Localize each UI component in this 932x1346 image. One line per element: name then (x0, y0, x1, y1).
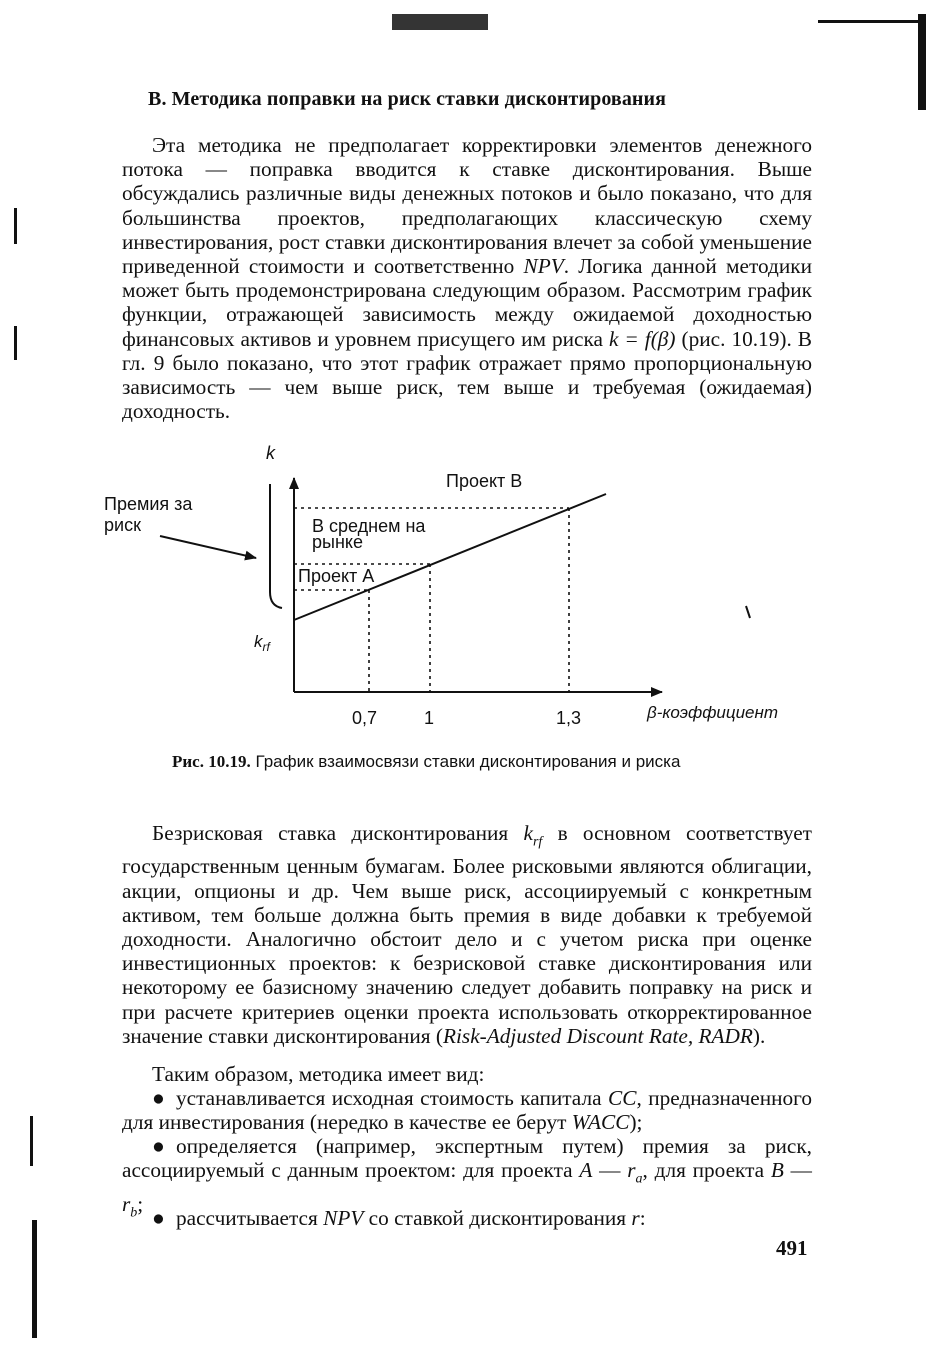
bullet1-part3: ); (629, 1110, 643, 1135)
bullet3-part2: со ставкой дисконтирования (363, 1206, 632, 1230)
bullet-item-3 (122, 1206, 812, 1230)
bullet1-part2: , предназначенного для инвестирования (нередко в качестве ее берут (122, 1086, 813, 1135)
second-part2: в основном соответствует государственным ценным бумагам. Более рисковыми являются облигации, акции, опционы и др. Чем выше риск, ассоциируемый с конкретным активом, тем больше должна быть премия в виде добавки к требуемой доходности. Аналогично обстоит дело и с учетом риска при оценке инвестиционных проектов: к безрисковой ставке дисконтирования или некоторому ее базисному значению следует добавить поправку на риск и при расчете критериев оценки проекта использовать откорректированное значение ставки дисконтирования ( (122, 821, 812, 1048)
x-tick-1-3: 1,3 (556, 708, 582, 728)
page-number: 491 (776, 1236, 808, 1260)
market-label-line1: В среднем на (312, 516, 426, 536)
bullet-dot-2: ● (152, 1134, 165, 1158)
bullet-item-1 (122, 1086, 812, 1134)
second-paragraph (122, 821, 812, 1048)
bullet3-part1: рассчитывается (176, 1206, 324, 1230)
scan-mark-left-4 (32, 1220, 37, 1338)
section-title: В. Методика поправки на риск ставки дисконтирования (148, 88, 667, 110)
bullet2-ra-sub: a (635, 1171, 643, 1187)
scan-mark-top-right (818, 20, 922, 23)
figure-caption-number: Рис. 10.19. (172, 752, 251, 771)
figure-caption-text: График взаимосвязи ставки дисконтирования и риска (255, 752, 681, 771)
bullet3-npv: NPV (323, 1206, 364, 1230)
bullet2-part3: , для проекта (642, 1158, 771, 1183)
bullet2-part4: — (783, 1158, 812, 1183)
scan-mark-top-center (392, 14, 488, 30)
x-tick-1: 1 (424, 708, 435, 728)
bullet3-r: r (631, 1206, 640, 1230)
intro-paragraph (122, 133, 812, 423)
market-label-line2: рынке (312, 532, 363, 552)
bullet1-cc: CC (608, 1086, 637, 1110)
risk-discount-chart (0, 430, 932, 740)
bullet2-part1: определяется (например, экспертным путем) премия за риск, ассоциируемый с данным проектом: для проекта (122, 1134, 812, 1183)
krf-label (254, 632, 271, 654)
scan-mark-right-edge (918, 14, 926, 110)
scan-mark-left-3 (30, 1116, 33, 1166)
intro-part2: . Логика данной методики может быть продемонстрирована следующим образом. Рассмотрим график функции, отражающей зависимость между ожидаемой доходностью финансовых активов и уровнем присущего им риска (122, 254, 812, 351)
bullet2-b: B (770, 1158, 784, 1183)
bullet1-wacc: WACC (571, 1110, 630, 1135)
krf-label-main: k (254, 632, 263, 651)
second-krf-sub: rf (532, 834, 543, 850)
scan-mark-left-1 (14, 208, 17, 244)
bullet2-ra: r (627, 1158, 636, 1183)
scan-tick-mark (746, 606, 750, 618)
bullet2-a: A (579, 1158, 593, 1183)
bullet1-part1: устанавливается исходная стоимость капитала (176, 1086, 609, 1110)
bullet3-part3: : (639, 1206, 646, 1230)
second-part3: ). (752, 1023, 766, 1048)
krf-label-sub: rf (262, 640, 270, 654)
intro-part3: (рис. 10.19). В гл. 9 было показано, что этот график отражает прямо пропорциональную зависимость — чем выше риск, тем выше и требуемая (ожидаемая) доходность. (122, 326, 812, 424)
bullet2-part2: — (592, 1158, 628, 1183)
bullet2-rb: r (122, 1191, 131, 1216)
second-krf: k (523, 821, 533, 845)
x-tick-0-7: 0,7 (352, 708, 378, 728)
project-a-label: Проект А (298, 566, 375, 586)
risk-premium-brace (270, 484, 282, 608)
sml-line (294, 494, 606, 620)
intro-npv: NPV (523, 254, 564, 279)
y-axis-label: k (266, 443, 275, 463)
bullet2-rb-sub: b (130, 1204, 138, 1220)
second-part1: Безрисковая ставка дисконтирования (152, 821, 524, 845)
intro-part1: Эта методика не предполагает корректировки элементов денежного потока — поправка вводится к ставке дисконтирования. Выше обсуждались различные виды денежных потоков и было показано, что для большинства проектов, предполагающих классическую схему инвестирования, рост ставки дисконтирования влечет за собой уменьшение приведенной стоимости и соответственно (122, 133, 812, 279)
third-paragraph: Таким образом, методика имеет вид: (152, 1062, 485, 1086)
risk-premium-label-line2: риск (104, 515, 141, 535)
figure-caption (172, 752, 680, 772)
bullet2-part5: ; (137, 1191, 144, 1216)
x-axis-label: β-коэффициент (647, 703, 779, 722)
risk-premium-label-line1: Премия за (104, 494, 193, 514)
bullet-dot-3: ● (152, 1206, 165, 1230)
second-radr: Risk-Adjusted Discount Rate, RADR (442, 1023, 753, 1048)
bullet-dot-1: ● (152, 1086, 165, 1110)
intro-formula: k = f(β) (608, 326, 676, 351)
risk-premium-arrow (160, 536, 256, 558)
project-b-label: Проект В (446, 471, 523, 491)
scan-mark-left-2 (14, 326, 17, 360)
